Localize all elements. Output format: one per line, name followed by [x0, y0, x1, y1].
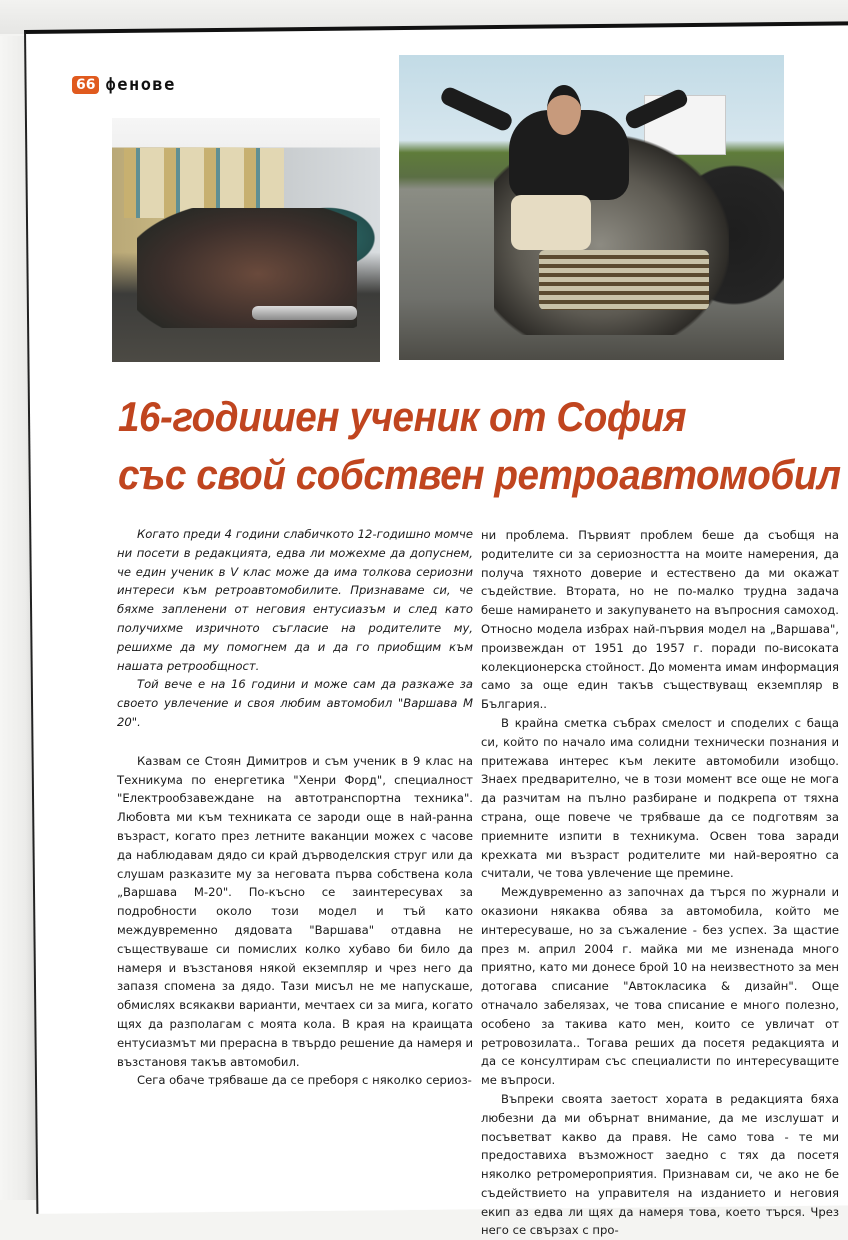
body-paragraph: ни проблема. Първият проблем беше да съобщя на родителите си за сериозността на моите намерения, да получа тяхното доверие и естествено да ми окажат съдействие. Втората, но не по-малко трудна задача беше намирането и закупуването на въпросния самоход. Относно модела избрах най-първия модел на „Варшава", произвеждан от 1951 до 1957 г. поради по-високата колекционерска стойност. До момента имам информация само за още един такъв съществуващ екземпляр в България..	[481, 528, 839, 712]
boy-head-shape	[547, 85, 581, 135]
article-column-right	[481, 526, 839, 1240]
bumper-shape	[252, 306, 357, 320]
body-paragraph: Казвам се Стоян Димитров и съм ученик в 9 клас на Техникума по енергетика "Хенри Форд", специалност "Електрообзавеждане на автотранспортна техника". Любовта ми към техниката се зароди още в най-ранна възраст, когато през летните ваканции можех с часове да наблюдавам дядо си край дърводелския струг или да слушам разказите му за неговата първа собствена кола „Варшава М-20". По-късно се заинтересувах за подробности около този модел и тъй като междувременно дядовата "Варшава" отдавна не съществуваше си помислих колко хубаво би било да намеря и възстановя някой екземпляр и чрез него да запазя спомена за дядо. Тази мисъл не ме напускаше, обмислях всякакви варианти, мечтаех си за мига, когато щях да разполагам с моята кола. В края на краищата ентусиазмът ми прерасна в твърдо решение да намеря и възстановя такъв автомобил.	[117, 753, 473, 1069]
body-paragraph: Междувременно аз започнах да търся по журнали и оказиони някаква обява за автомобила, който ме интересуваше, но за съжаление - без успех. За щастие през м. април 2004 г. майка ми ме изненада много приятно, като ми донесе брой 10 на неизвестното за мен дотогава списание "Автокласика & дизайн". Още отначало забелязах, че това списание е много полезно, особено за такива като мен, които се увличат от ретровозилата.. Тогава реших да посетя редакцията и да се консултирам със специалисти по интересуващите ме въпроси.	[481, 885, 839, 1088]
page-number-badge: 66	[72, 76, 99, 94]
intro-paragraph: Той вече е на 16 години и може сам да разкаже за своето увлечение и своя любим автомобил "Варшава М 20".	[117, 677, 473, 729]
boy-shorts-shape	[511, 195, 591, 250]
boy-on-car-photo	[399, 55, 784, 360]
body-paragraph: Въпреки своята заетост хората в редакцията бяха любезни да ми обърнат внимание, да ме изслушат и посъветват какво да правя. Не само това - те ми предоставиха възможност заедно с тях да посетя няколко ретромероприятия. Признавам си, че ако не бе съдействието на управителя на изданието и неговия екип аз едва ли щях да намеря това, което търся. Чрез него се свързах с про-	[481, 1091, 839, 1238]
section-label: фенове	[105, 75, 176, 95]
title-line-2: със свой собствен ретроавтомобил	[118, 451, 841, 498]
body-paragraph: Сега обаче трябваше да се преборя с няколко сериоз-	[137, 1073, 472, 1088]
article-column-left	[117, 525, 473, 1090]
article-title	[118, 388, 841, 504]
intro-paragraph: Когато преди 4 години слабичкото 12-годишно момче ни посети в редакцията, едва ли можехме да допуснем, че един ученик в V клас може да има толкова сериозни интереси към ретроавтомобилите. Признаваме си, че бяхме запленени от неговия ентусиазъм и след като получихме изричното съгласие на родителите му, решихме да му помогнем да и да го приобщим към нашата ретрообщност.	[117, 527, 473, 673]
paragraph-gap	[117, 732, 473, 752]
body-paragraph: В крайна сметка събрах смелост и споделих с баща си, който по начало има солидни технически познания и притежава интерес към леките автомобили изобщо. Знаех предварително, че в този момент все още не мога да разчитам на пълно разбиране и подкрепа от тяхна страна, още повече че трябваше да се подготвям за приемните изпити в техникума. Освен това заради крехката ми възраст родителите ми най-вероятно са считали, че това увлечение ще премине.	[481, 715, 839, 881]
left-arm-shape	[439, 85, 515, 133]
page-header	[72, 75, 176, 95]
old-car-photo	[112, 118, 380, 362]
title-line-1: 16-годишен ученик от София	[118, 393, 687, 440]
article-intro	[117, 525, 473, 732]
grille-shape	[539, 250, 709, 310]
